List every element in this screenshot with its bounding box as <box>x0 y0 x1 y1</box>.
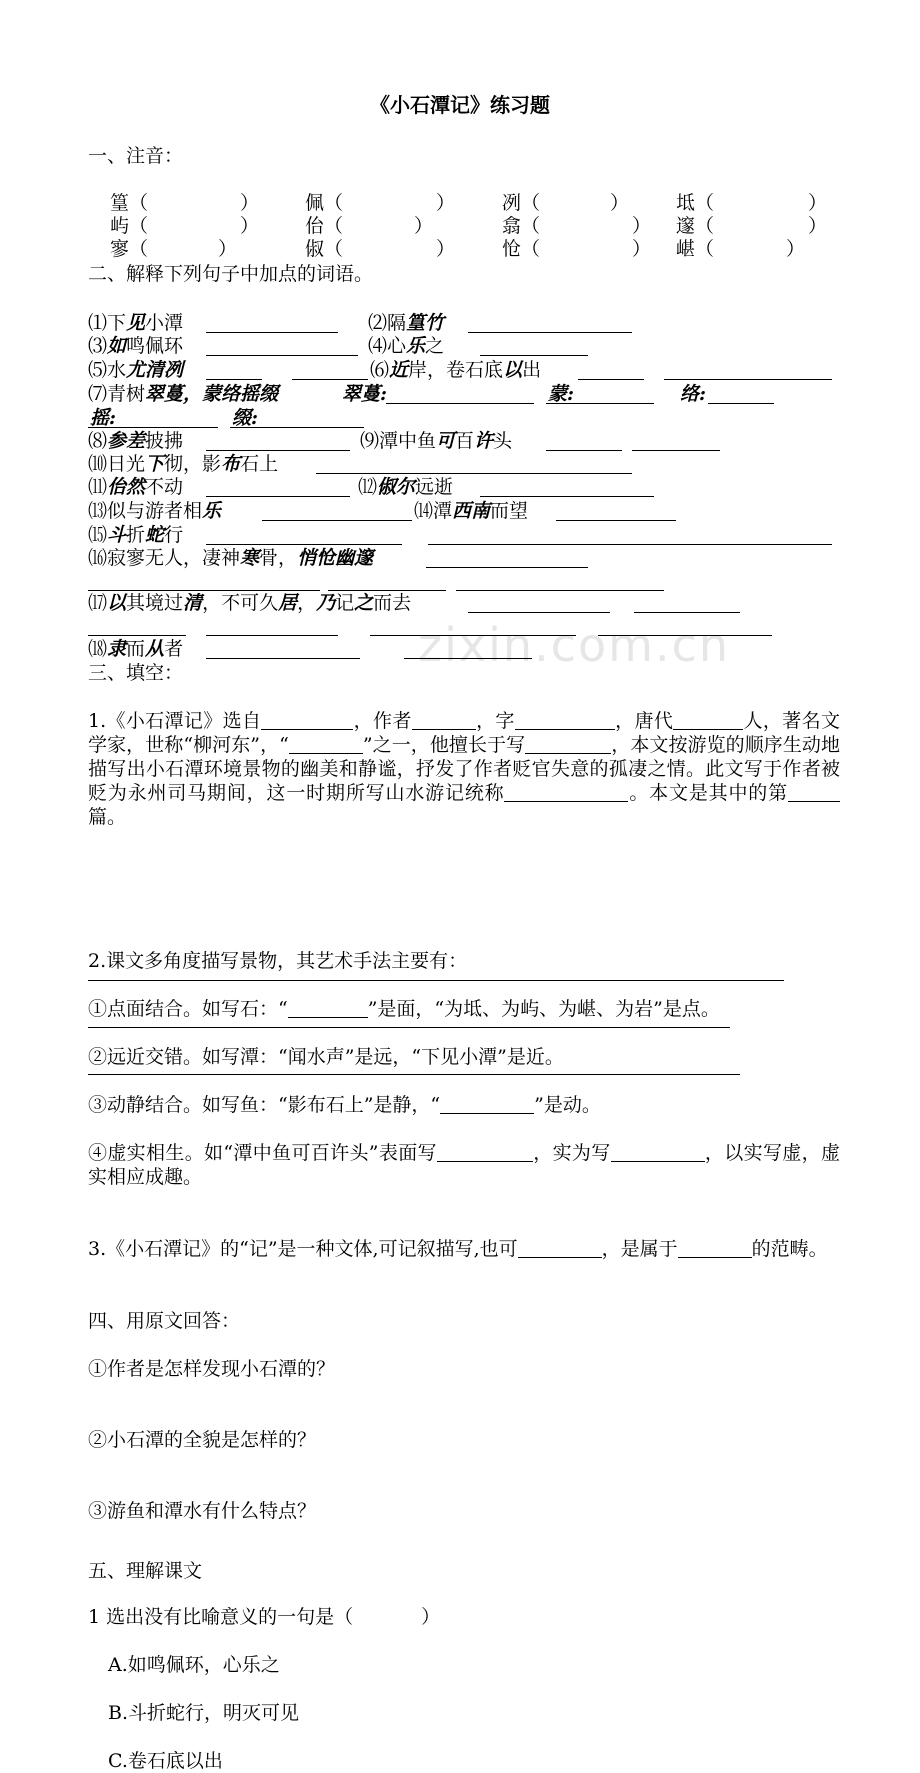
fill-blank[interactable] <box>678 1238 752 1258</box>
fill-question-2-intro: 2.课文多角度描写景物，其艺术手法主要有： <box>88 950 468 972</box>
fill-blank[interactable] <box>504 782 628 802</box>
explain-item-10: ⑽日光下彻，影布石上 <box>88 453 279 475</box>
answer-line[interactable] <box>206 450 350 451</box>
pinyin-char: 怆（ <box>502 238 541 260</box>
pinyin-char: 佁（ <box>305 215 344 237</box>
fill-blank[interactable] <box>289 734 363 754</box>
answer-line[interactable] <box>546 403 654 404</box>
answer-line[interactable] <box>708 403 774 404</box>
pinyin-close: ） <box>414 215 434 237</box>
explain-item-18: ⒅隶而从者 <box>88 638 184 660</box>
fill-blank[interactable] <box>440 1094 534 1114</box>
pinyin-char: 俶（ <box>305 238 344 260</box>
pinyin-char: 屿（ <box>110 215 149 237</box>
pinyin-close: ） <box>240 192 260 214</box>
answer-line[interactable] <box>404 658 532 659</box>
pinyin-char: 嵁（ <box>676 238 715 260</box>
explain-item-4: ⑷心乐之 <box>368 335 445 357</box>
explain-item-12: ⑿俶尔远逝 <box>358 476 454 498</box>
pinyin-close: ） <box>632 238 652 260</box>
fill-blank[interactable] <box>412 710 476 730</box>
pinyin-char: 坻（ <box>676 192 715 214</box>
watermark-text: zixin.com.cn <box>418 618 731 672</box>
fill-blank[interactable] <box>515 710 615 730</box>
explain-item-1: ⑴下见小潭 <box>88 312 184 334</box>
answer-line[interactable] <box>88 635 186 636</box>
pinyin-char: 翕（ <box>502 215 541 237</box>
answer-line[interactable] <box>664 379 832 380</box>
answer-question-1: ①作者是怎样发现小石潭的？ <box>88 1358 336 1380</box>
choice-question-1: 1 选出没有比喻意义的一句是（ ） <box>88 1606 441 1628</box>
fill-blank[interactable] <box>611 1142 705 1162</box>
term-label: 蒙: <box>548 383 575 405</box>
explain-item-3: ⑶如鸣佩环 <box>88 335 184 357</box>
section-3-heading: 三、填空： <box>88 662 184 684</box>
answer-line[interactable] <box>480 496 654 497</box>
answer-line[interactable] <box>206 544 402 545</box>
explain-item-2: ⑵隔篁竹 <box>368 312 445 334</box>
section-1-heading: 一、注音： <box>88 145 184 167</box>
pinyin-close: ） <box>436 192 456 214</box>
fill-blank[interactable] <box>673 710 743 730</box>
answer-line[interactable] <box>316 473 632 474</box>
pinyin-char: 篁（ <box>110 192 149 214</box>
answer-line[interactable] <box>456 590 664 591</box>
explain-item-11: ⑾佁然不动 <box>88 476 184 498</box>
technique-4: ④虚实相生。如“潭中鱼可百许头”表面写 ，实为写 ，以实写虚，虚实相应成趣。 <box>88 1142 840 1188</box>
term-label: 缀: <box>232 407 259 429</box>
answer-line[interactable] <box>88 1074 740 1075</box>
fill-blank[interactable] <box>788 782 840 802</box>
answer-line[interactable] <box>88 427 218 428</box>
explain-item-15: ⒂斗折蛇行 <box>88 524 184 546</box>
answer-line[interactable] <box>556 520 676 521</box>
answer-line[interactable] <box>578 379 644 380</box>
answer-line[interactable] <box>370 635 576 636</box>
answer-line[interactable] <box>546 450 622 451</box>
pinyin-close: ） <box>218 238 238 260</box>
fill-question-3: 3.《小石潭记》的“记”是一种文体,可记叙描写,也可 ，是属于 的范畴。 <box>88 1238 828 1260</box>
fill-blank[interactable] <box>525 734 611 754</box>
answer-line[interactable] <box>598 635 772 636</box>
section-4-heading: 四、用原文回答： <box>88 1310 241 1332</box>
option-b[interactable]: B.斗折蛇行，明灭可见 <box>108 1702 300 1724</box>
answer-line[interactable] <box>468 612 610 613</box>
technique-1: ①点面结合。如写石：“ ”是面，“为坻、为屿、为嵁、为岩”是点。 <box>88 998 720 1020</box>
explain-item-14: ⒁潭西南而望 <box>414 500 529 522</box>
term-label: 摇: <box>90 407 117 429</box>
answer-line[interactable] <box>632 450 720 451</box>
option-a[interactable]: A.如鸣佩环，心乐之 <box>108 1654 280 1676</box>
pinyin-close: ） <box>786 238 806 260</box>
answer-line[interactable] <box>292 379 368 380</box>
pinyin-char: 寥（ <box>110 238 149 260</box>
answer-line[interactable] <box>634 612 740 613</box>
pinyin-close: ） <box>436 238 456 260</box>
pinyin-close: ） <box>808 215 828 237</box>
answer-line[interactable] <box>206 658 360 659</box>
pinyin-close: ） <box>610 192 630 214</box>
pinyin-char: 冽（ <box>502 192 541 214</box>
answer-line[interactable] <box>468 332 632 333</box>
pinyin-close: ） <box>632 215 652 237</box>
answer-line[interactable] <box>262 520 412 521</box>
explain-item-9: ⑼潭中鱼可百许头 <box>360 430 513 452</box>
answer-line[interactable] <box>88 1027 730 1028</box>
answer-line[interactable] <box>206 379 262 380</box>
answer-question-2: ②小石潭的全貌是怎样的？ <box>88 1429 317 1451</box>
answer-line[interactable] <box>88 980 784 981</box>
explain-item-13: ⒀似与游者相乐 <box>88 500 222 522</box>
technique-3: ③动静结合。如写鱼：“影布石上”是静，“ ”是动。 <box>88 1094 601 1116</box>
pinyin-close: ） <box>240 215 260 237</box>
fill-blank[interactable] <box>518 1238 602 1258</box>
answer-line[interactable] <box>206 332 338 333</box>
answer-line[interactable] <box>206 635 338 636</box>
fill-blank[interactable] <box>288 998 368 1018</box>
answer-line[interactable] <box>428 544 832 545</box>
explain-item-16: ⒃寂寥无人，凄神寒骨，悄怆幽邃 <box>88 547 374 569</box>
term-label: 翠蔓: <box>342 383 388 405</box>
fill-blank[interactable] <box>261 710 353 730</box>
pinyin-char: 邃（ <box>676 215 715 237</box>
pinyin-close: ） <box>808 192 828 214</box>
answer-line[interactable] <box>206 355 358 356</box>
answer-line[interactable] <box>480 355 588 356</box>
answer-line[interactable] <box>206 496 350 497</box>
answer-line[interactable] <box>230 427 364 428</box>
explain-item-7: ⑺青树翠蔓，蒙络摇缀 <box>88 383 279 405</box>
term-label: 络: <box>680 383 707 405</box>
worksheet-title: 《小石潭记》练习题 <box>370 93 550 117</box>
section-5-heading: 五、理解课文 <box>88 1560 203 1582</box>
answer-line[interactable] <box>386 403 534 404</box>
technique-2: ②远近交错。如写潭：“闻水声”是远，“下见小潭”是近。 <box>88 1046 564 1068</box>
explain-item-8: ⑻参差披拂 <box>88 430 184 452</box>
explain-item-5: ⑸水尤清冽 <box>88 359 184 381</box>
explain-item-17: ⒄以其境过清，不可久居，乃记之而去 <box>88 592 412 614</box>
answer-line[interactable] <box>426 567 588 568</box>
pinyin-char: 佩（ <box>305 192 344 214</box>
fill-blank[interactable] <box>437 1142 533 1162</box>
answer-question-3: ③游鱼和潭水有什么特点？ <box>88 1500 317 1522</box>
fill-question-1: 1.《小石潭记》选自 ，作者 ，字 ，唐代 人，著名文学家，世称“柳河东”，“ ”之一，他擅长于写 ，本文按游览的顺序生动地描写出小石潭环境景物的幽美和静谧，抒发了作者贬官失意的孤凄之情。此文写于作者被贬为永州司马期间，这一时期所写山水游记统称 。本文是其中的第篇。 <box>88 710 840 828</box>
section-2-heading: 二、解释下列句子中加点的词语。 <box>88 263 374 285</box>
option-c[interactable]: C.卷石底以出 <box>108 1750 223 1772</box>
explain-item-6: ⑹近岸，卷石底以出 <box>370 359 542 381</box>
